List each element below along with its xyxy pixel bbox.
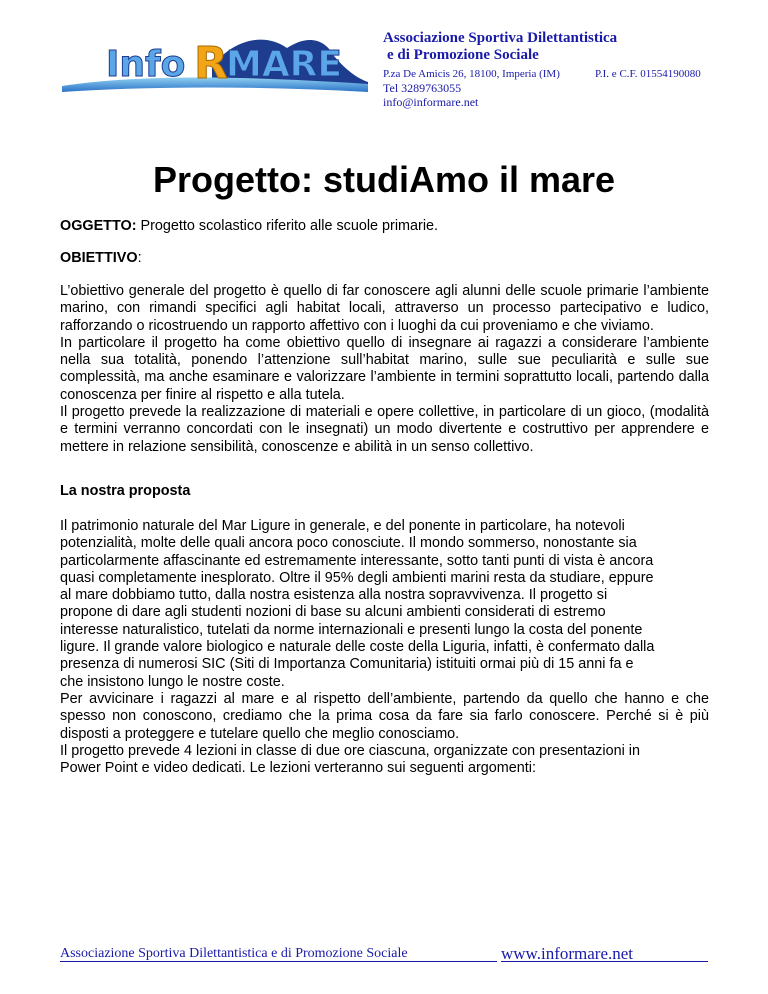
org-phone: Tel 3289763055 xyxy=(383,81,462,95)
document-title: Progetto: studiAmo il mare xyxy=(152,159,616,200)
footer-underline-left xyxy=(60,961,497,962)
obiettivo-paragraph: L’obiettivo generale del progetto è quello di far conoscere agli alunni delle scuole primarie l’ambiente marino, con rimandi specifici agli habitat locali, attraverso un processo partecipativo e ludico, rafforzando o ricostruendo un rapporto affettivo con i luoghi da cui proveniamo e che viviamo. xyxy=(60,283,709,334)
org-vat: P.I. e C.F. 01554190080 xyxy=(595,68,701,80)
obiettivo-colon: : xyxy=(137,250,142,266)
org-name-line-2: e di Promozione Sociale xyxy=(387,47,539,63)
proposta-line: ligure. Il grande valore biologico e naturale delle coste della Liguria, infatti, è confermato dalla xyxy=(60,639,655,656)
proposta-line: quasi completamente inesplorato. Oltre il 95% degli ambienti marini resta da studiare, eppure xyxy=(60,569,654,586)
proposta-line: che insistono lungo le nostre coste. xyxy=(60,673,285,690)
oggetto-line xyxy=(60,218,709,235)
proposta-paragraph-2: Per avvicinare i ragazzi al mare e al rispetto dell’ambiente, partendo da quello che hanno e che spesso non conoscono, crediamo che la prima cosa da fare sia farlo conoscere. Perché si è più disposti a proteggere e tutelare quello che meglio conosciamo. xyxy=(60,691,709,742)
proposta-line: Power Point e video dedicati. Le lezioni verteranno sui seguenti argomenti: xyxy=(60,760,536,777)
obiettivo-paragraph: Il progetto prevede la realizzazione di materiali e opere collettive, in particolare di un gioco, (modalità e termini verranno concordati con le insegnati) un modo divertente e costruttivo per apprendere e mettere in relazione sensibilità, conoscenze e abilità in un senso collettivo. xyxy=(60,404,709,455)
proposta-paragraph-3 xyxy=(60,743,709,778)
obiettivo-paragraph: In particolare il progetto ha come obiettivo quello di insegnare ai ragazzi a considerare l’ambiente nella sua totalità, ponendo l’attenzione sull’habitat marino, sulle sue peculiarità e sulle sue complessità, ma anche esaminare e valorizzare l’ambiente in termini soprattutto locali, partendo dalla conoscenza per finire al rispetto e alla tutela. xyxy=(60,334,709,403)
svg-text:MARE: MARE xyxy=(226,44,342,85)
proposta-line: potenzialità, molte delle quali ancora poco conosciute. Il mondo sommerso, nonostante sia xyxy=(60,535,637,552)
obiettivo-body xyxy=(60,283,709,456)
footer-website-link[interactable]: www.informare.net xyxy=(501,944,634,963)
svg-text:R: R xyxy=(194,38,228,89)
proposta-line: propone di dare agli studenti nozioni di base su alcuni ambienti considerati di estremo xyxy=(60,604,606,621)
proposta-line: al mare dobbiamo tutto, dalla nostra esistenza alla nostra sopravvivenza. Il progetto si xyxy=(60,587,608,604)
organization-info xyxy=(383,30,723,109)
proposta-line: Il patrimonio naturale del Mar Ligure in generale, e del ponente in particolare, ha notevoli xyxy=(60,518,625,534)
informare-logo xyxy=(62,26,368,94)
oggetto-label: OGGETTO: xyxy=(60,218,137,234)
page-footer xyxy=(60,944,708,964)
footer-underline-right xyxy=(501,961,708,962)
org-address: P.za De Amicis 26, 18100, Imperia (IM) xyxy=(383,68,560,80)
proposta-heading: La nostra proposta xyxy=(60,483,191,499)
proposta-line: particolarmente affascinante ed estremamente interessante, sotto tanti punti di vista è ancora xyxy=(60,552,654,569)
proposta-line: interesse naturalistico, tutelati da norme internazionali e presenti lungo la costa del ponente xyxy=(60,621,643,638)
obiettivo-heading xyxy=(60,250,709,267)
footer-org-name: Associazione Sportiva Dilettantistica e di Promozione Sociale xyxy=(60,946,408,961)
proposta-line: Il progetto prevede 4 lezioni in classe di due ore ciascuna, organizzate con presentazioni in xyxy=(60,743,640,759)
org-email[interactable]: info@informare.net xyxy=(383,95,479,109)
proposta-paragraph-1 xyxy=(60,518,709,691)
address-row xyxy=(383,67,723,81)
org-name-line-1: Associazione Sportiva Dilettantistica xyxy=(383,30,618,46)
proposta-line: presenza di numerosi SIC (Siti di Importanza Comunitaria) istituiti ormai più di 15 anni fa e xyxy=(60,656,634,673)
obiettivo-label: OBIETTIVO xyxy=(60,250,138,266)
oggetto-text: Progetto scolastico riferito alle scuole primarie. xyxy=(136,218,439,234)
svg-text:Info: Info xyxy=(106,44,186,85)
